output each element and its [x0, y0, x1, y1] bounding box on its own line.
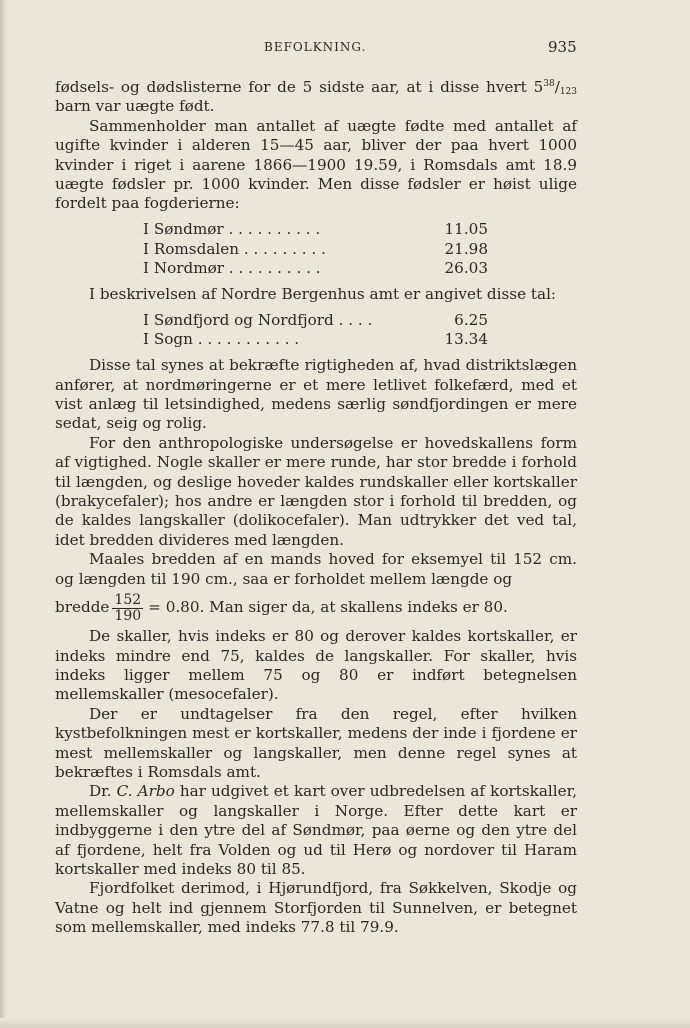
list-item [143, 330, 488, 350]
list-item [143, 240, 488, 260]
paragraph-7: De skaller, hvis indeks er 80 og derover kaldes kortskaller, er indeks mindre end 75, kaldes de langskaller. For skaller, hvis indeks ligger mellem 75 og 80 er indført betegnelsen mellemskaller (mesocefaler). [55, 627, 577, 704]
list-item-label: I Sogn . . . . . . . . . . . [143, 330, 300, 349]
index-formula [55, 589, 577, 627]
paragraph-1-line-1: fødsels- og dødslisterne for de 5 sidste aar, at i disse hvert [55, 78, 527, 96]
bergenhus-list [143, 311, 488, 351]
page-number: 935 [548, 38, 577, 56]
paragraph-1: fødsels- og dødslisterne for de 5 sidste aar, at i disse hvert $5^{38}/_{123}$ barn var uægte født. [55, 78, 577, 116]
list-item-value: 13.34 [444, 330, 488, 349]
formula-word: bredde [55, 598, 110, 617]
list-item-value: 6.25 [454, 310, 488, 329]
list-item [143, 311, 488, 331]
paragraph-2: Sammenholder man antallet af uægte fødte med antallet af ugifte kvinder i alderen 15—45 aar, bliver der paa hvert 1000 kvinder i riget i aarene 1866—1900 19.59, i Romsdals amt 18.9 uægte fødsler pr. 1000 kvinder. Men disse fødsler er høist ulige fordelt paa fogderierne: [55, 116, 577, 213]
paragraph-9-prefix: Dr. [89, 782, 117, 801]
list-item-label: I Romsdalen . . . . . . . . . [143, 239, 326, 258]
author-name: C. Arbo [116, 782, 175, 801]
list-item-value: 26.03 [444, 259, 488, 278]
paragraph-8: Der er undtagelser fra den regel, efter hvilken kystbefolkningen mest er kortskaller, medens der inde i fjordene er mest mellemskaller og langskaller, men denne regel synes at bekræftes i Romsdals amt. [55, 704, 577, 781]
paragraph-5: For den anthropologiske undersøgelse er hovedskallens form af vigtighed. Nogle skaller er mere runde, har stor bredde i forhold til længden, og deslige hoveder kaldes rundskaller eller kortskaller (brakycefaler); hos andre er længden stor i forhold til bredden, og de kaldes langskaller (dolikocefaler). Man udtrykker det ved tal, idet bredden divideres med længden. [55, 433, 577, 549]
paragraph-4: Disse tal synes at bekræfte rigtigheden af, hvad distriktslægen anfører, at nordmøringerne er et mere letlivet folkefærd, med et vist anlæg til letsindighed, medens særlig søndfjordingen er mere sedat, seig og rolig. [55, 356, 577, 433]
page-edge-shadow [0, 0, 7, 1028]
list-item-label: I Søndfjord og Nordfjord . . . . [143, 310, 373, 329]
fraction [112, 593, 143, 624]
body-text [55, 78, 577, 938]
list-item-label: I Nordmør . . . . . . . . . . [143, 259, 321, 278]
fraction-numerator: 152 [114, 591, 142, 608]
list-item [143, 259, 488, 279]
list-item-value: 11.05 [444, 219, 488, 238]
fraction-whole: 5 [533, 78, 544, 96]
paragraph-9-text: har udgivet et kart over udbredelsen af kortskaller, mellemskaller og langskaller i Norge. Efter dette kart er indbyggerne i den ytre del af Søndmør, paa øerne og den ytre del af fjordene, helt fra Volden og ud til Herø og nordover til Haram kortskaller med indeks 80 til 85. [55, 782, 577, 878]
list-item [143, 220, 488, 240]
list-item-label: I Søndmør . . . . . . . . . . [143, 219, 321, 238]
running-head [0, 40, 690, 60]
fraction-superscript: 38 [543, 79, 555, 89]
fraction-subscript: 123 [559, 87, 577, 97]
paragraph-1-line-2: barn var uægte født. [55, 97, 215, 116]
fraction-denominator: 190 [114, 607, 142, 624]
paragraph-10: Fjordfolket derimod, i Hjørundfjord, fra Søkkelven, Skodje og Vatne og helt ind gjennem Storfjorden til Sunnelven, er betegnet som mellemskaller, med indeks 77.8 til 79.9. [55, 879, 577, 937]
list-item-value: 21.98 [444, 239, 488, 258]
page-bottom-shadow [0, 1018, 690, 1028]
birth-rate-list [143, 220, 488, 279]
running-head-title: BEFOLKNING. [264, 40, 367, 54]
paragraph-9 [55, 782, 577, 879]
paragraph-3: I beskrivelsen af Nordre Bergenhus amt er angivet disse tal: [89, 285, 557, 304]
paragraph-6: Maales bredden af en mands hoved for eksemyel til 152 cm. og længden til 190 cm., saa er forholdet mellem længde og [55, 550, 577, 588]
formula-result: = 0.80. Man siger da, at skallens indeks er 80. [148, 598, 508, 617]
